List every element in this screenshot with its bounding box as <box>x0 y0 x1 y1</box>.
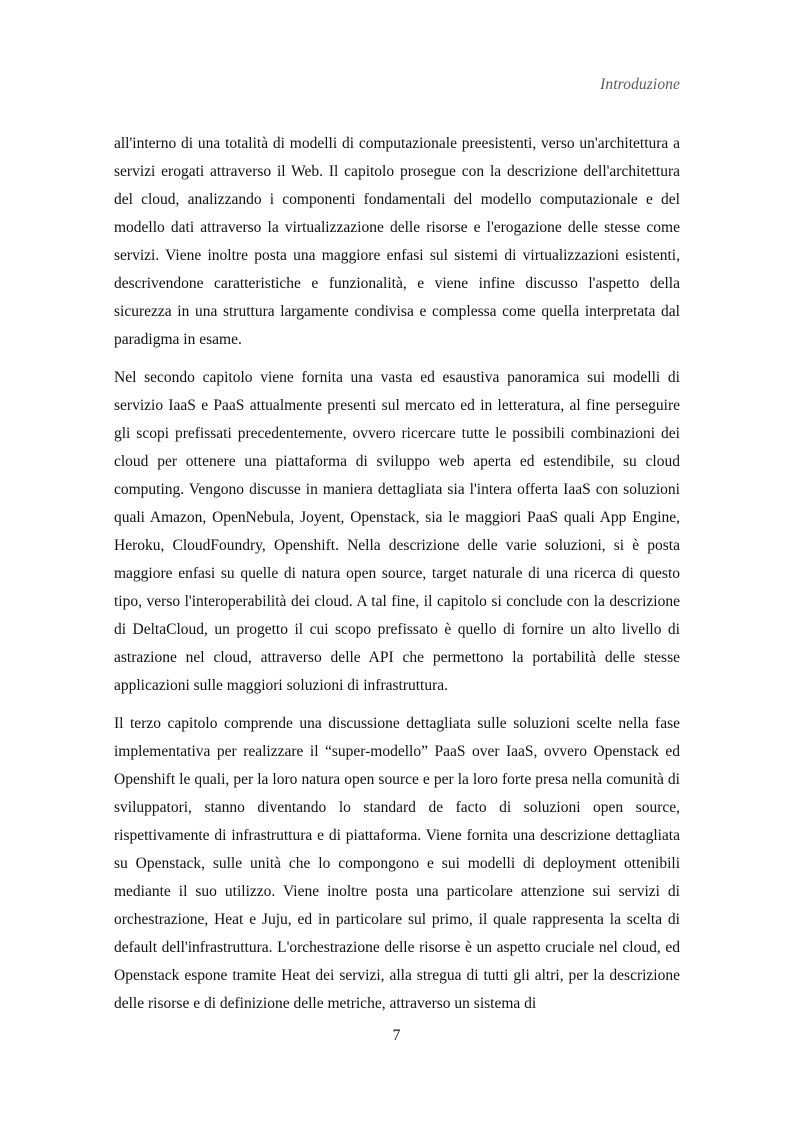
running-header: Introduzione <box>600 76 680 93</box>
paragraph-1: all'interno di una totalità di modelli di computazionale preesistenti, verso un'architettura a servizi erogati attraverso il Web. Il capitolo prosegue con la descrizione dell'architettura del cloud, analizzando i componenti fondamentali del modello computazionale e del modello dati attraverso la virtualizzazione delle risorse e l'erogazione delle stesse come servizi. Viene inoltre posta una maggiore enfasi sul sistemi di virtualizzazioni esistenti, descrivendone caratteristiche e funzionalità, e viene infine discusso l'aspetto della sicurezza in una struttura largamente condivisa e complessa come quella interpretata dal paradigma in esame. <box>114 135 680 348</box>
body-text <box>114 130 680 1028</box>
paragraph-2: Nel secondo capitolo viene fornita una vasta ed esaustiva panoramica sui modelli di servizio IaaS e PaaS attualmente presenti sul mercato ed in letteratura, al fine perseguire gli scopi prefissati precedentemente, ovvero ricercare tutte le possibili combinazioni dei cloud per ottenere una piattaforma di sviluppo web aperta ed estendibile, su cloud computing. Vengono discusse in maniera dettagliata sia l'intera offerta IaaS con soluzioni quali Amazon, OpenNebula, Joyent, Openstack, sia le maggiori PaaS quali App Engine, Heroku, CloudFoundry, Openshift. Nella descrizione delle varie soluzioni, si è posta maggiore enfasi su quelle di natura open source, target naturale di una ricerca di questo tipo, verso l'interoperabilità dei cloud. A tal fine, il capitolo si conclude con la descrizione di DeltaCloud, un progetto il cui scopo prefissato è quello di fornire un alto livello di astrazione nel cloud, attraverso delle API che permettono la portabilità delle stesse applicazioni sulle maggiori soluzioni di infrastruttura. <box>114 369 680 694</box>
paragraph-3: Il terzo capitolo comprende una discussione dettagliata sulle soluzioni scelte nella fase implementativa per realizzare il “super-modello” PaaS over IaaS, ovvero Openstack ed Openshift le quali, per la loro natura open source e per la loro forte presa nella comunità di sviluppatori, stanno diventando lo standard de facto di soluzioni open source, rispettivamente di infrastruttura e di piattaforma. Viene fornita una descrizione dettagliata su Openstack, sulle unità che lo compongono e sui modelli di deployment ottenibili mediante il suo utilizzo. Viene inoltre posta una particolare attenzione sui servizi di orchestrazione, Heat e Juju, ed in particolare sul primo, il quale rappresenta la scelta di default dell'infrastruttura. L'orchestrazione delle risorse è un aspetto cruciale nel cloud, ed Openstack espone tramite Heat dei servizi, alla stregua di tutti gli altri, per la descrizione delle risorse e di definizione delle metriche, attraverso un sistema di <box>114 715 680 1012</box>
page-number: 7 <box>392 1027 401 1044</box>
